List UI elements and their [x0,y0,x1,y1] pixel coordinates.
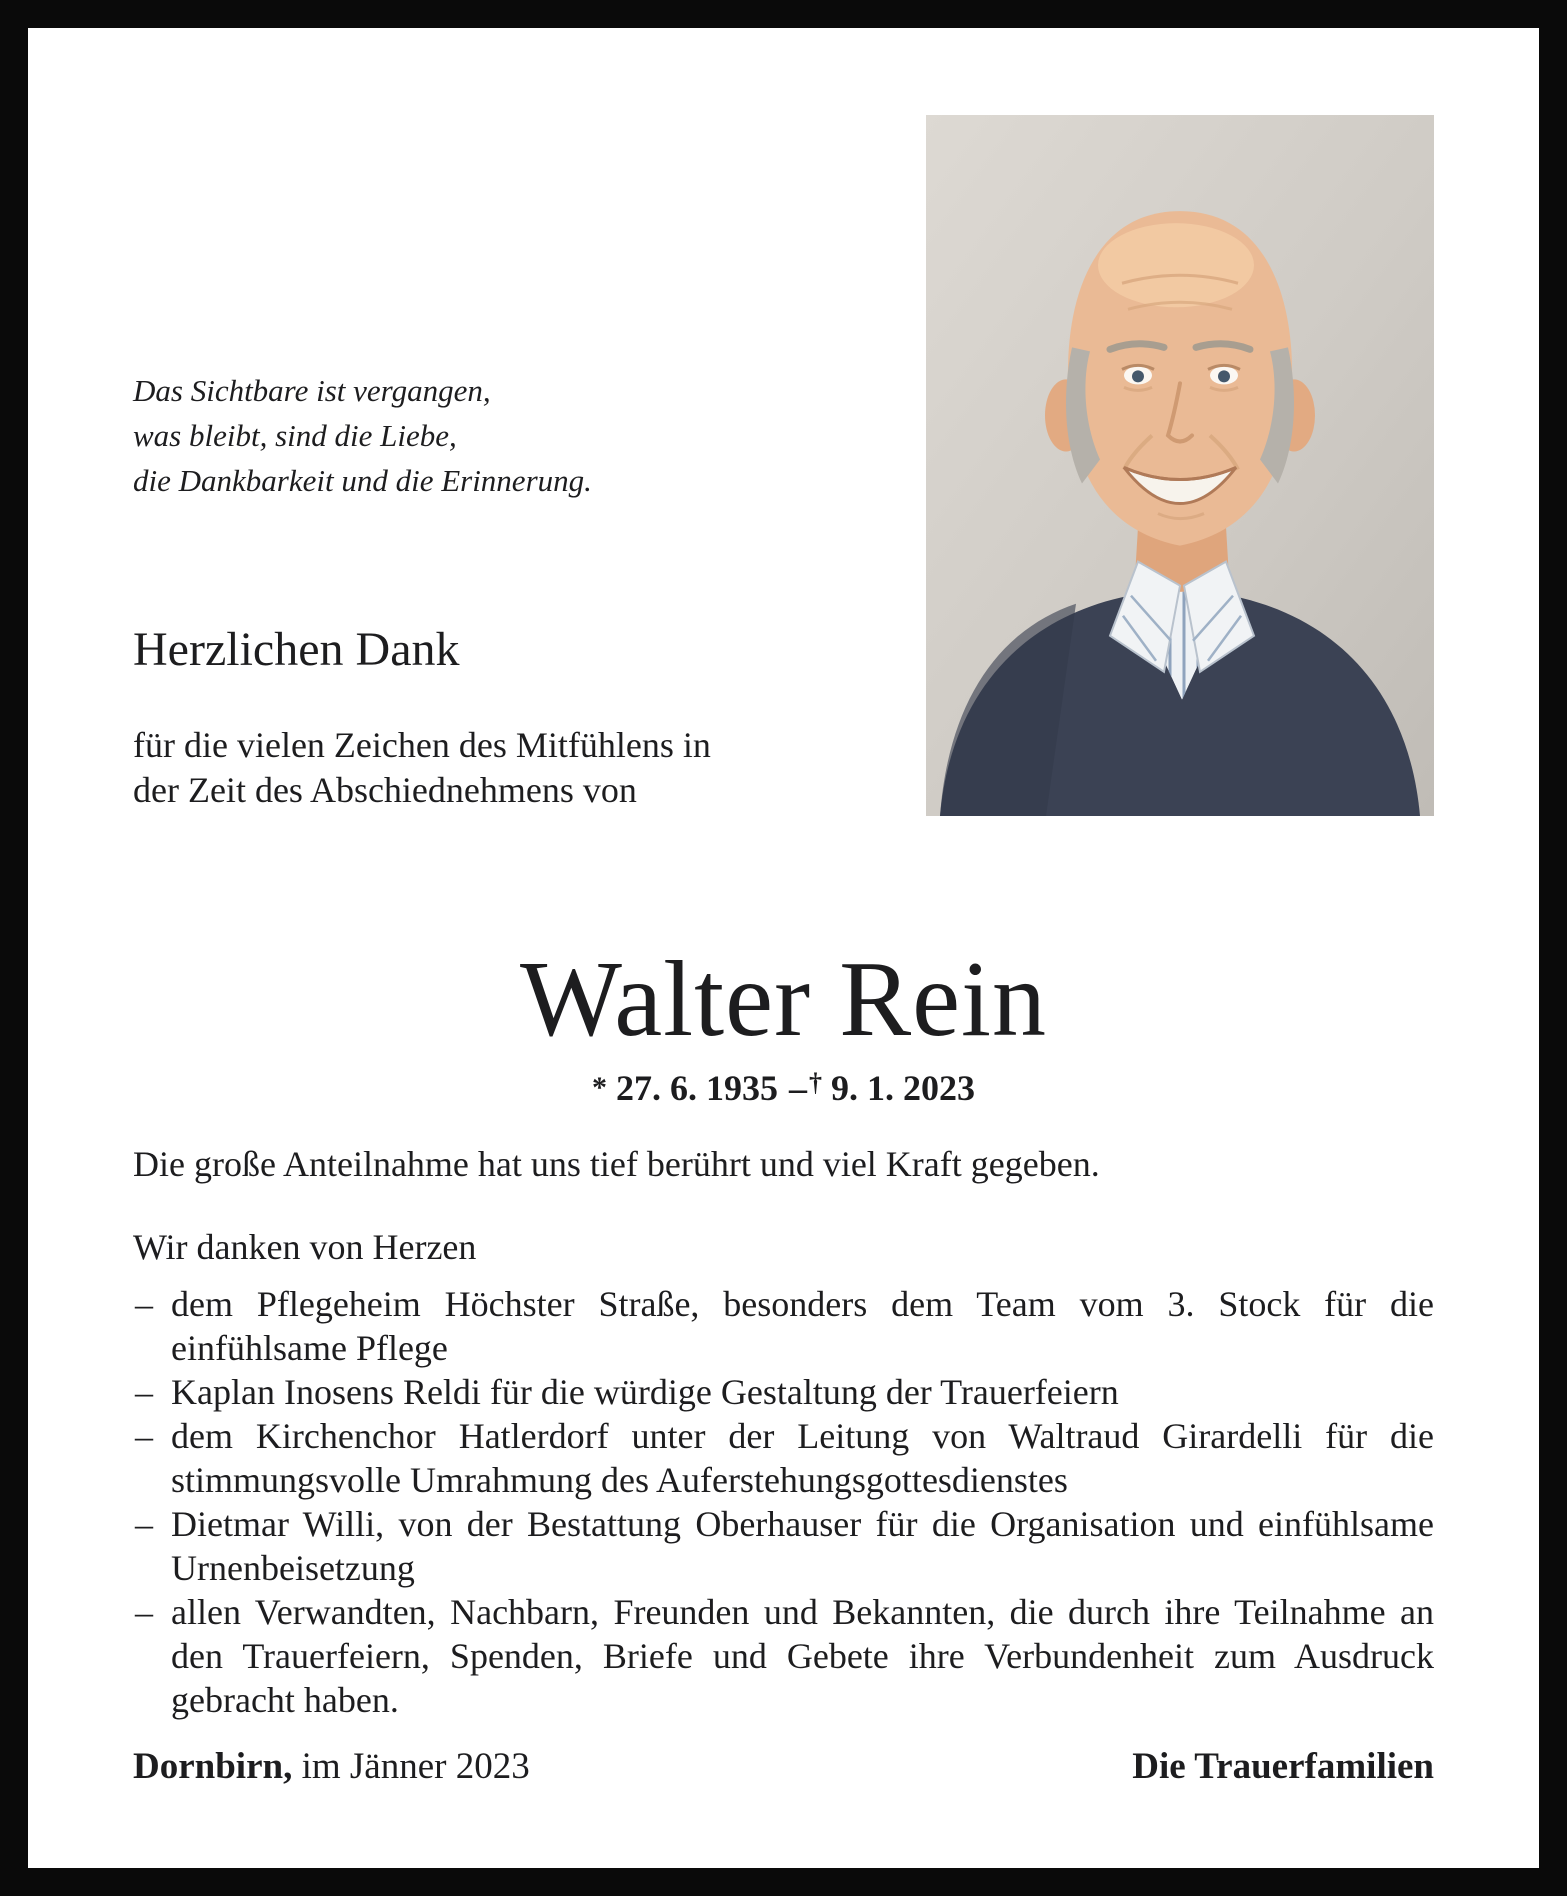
quote-line: Das Sichtbare ist vergangen, [133,373,491,408]
thanks-heading: Herzlichen Dank [133,623,460,676]
obituary-card [28,28,1539,1868]
footer-row [133,1744,1434,1790]
thanks-item-text: allen Verwandten, Nachbarn, Freunden und Bekannten, die durch ihre Teilnahme an den Trauerfeiern, Spenden, Briefe und Gebete ihre Verbundenheit zum Ausdruck gebracht haben. [171,1592,1434,1720]
intro-line: der Zeit des Abschiednehmens von [133,770,637,810]
bullet-dash: – [135,1592,153,1632]
intro-text [133,723,913,813]
death-symbol: † [809,1068,822,1097]
thanks-item-text: dem Pflegeheim Höchster Straße, besonders dem Team vom 3. Stock für die einfühlsame Pflege [171,1284,1434,1368]
place: Dornbirn, [133,1746,293,1787]
thanks-item [133,1414,1434,1502]
portrait-photo [926,115,1434,816]
thanks-item-text: Kaplan Inosens Reldi für die würdige Gestaltung der Trauerfeiern [171,1372,1119,1412]
thanks-item [133,1590,1434,1722]
signature: Die Trauerfamilien [1132,1746,1434,1787]
thanks-list [133,1282,1434,1722]
thanks-item-text: dem Kirchenchor Hatlerdorf unter der Leitung von Waltraud Girardelli für die stimmungsvolle Umrahmung des Auferstehungsgottesdienstes [171,1416,1434,1500]
death-date: 9. 1. 2023 [831,1068,975,1108]
intro-line: für die vielen Zeichen des Mitfühlens in [133,725,711,765]
thanks-item [133,1370,1434,1414]
bullet-dash: – [135,1284,153,1324]
quote-line: die Dankbarkeit und die Erinnerung. [133,463,592,498]
birth-date: 27. 6. 1935 [616,1068,778,1108]
bullet-dash: – [135,1504,153,1544]
thanks-item [133,1282,1434,1370]
gratitude-text: Die große Anteilnahme hat uns tief berührt und viel Kraft gegeben. [133,1144,1100,1184]
date: im Jänner 2023 [301,1746,530,1787]
quote-line: was bleibt, sind die Liebe, [133,418,457,453]
opening-quote [133,368,833,503]
bullet-dash: – [135,1372,153,1412]
deceased-name: Walter Rein [519,940,1048,1059]
thanks-item-text: Dietmar Willi, von der Bestattung Oberhauser für die Organisation und einfühlsame Urnenbeisetzung [171,1504,1434,1588]
life-dates [133,1066,1434,1114]
place-date [133,1744,530,1790]
birth-symbol: * [592,1071,607,1104]
thanks-item [133,1502,1434,1590]
bullet-dash: – [135,1416,153,1456]
portrait-illustration [926,115,1434,816]
dates-separator: – [789,1068,807,1108]
thanks-intro: Wir danken von Herzen [133,1227,477,1267]
